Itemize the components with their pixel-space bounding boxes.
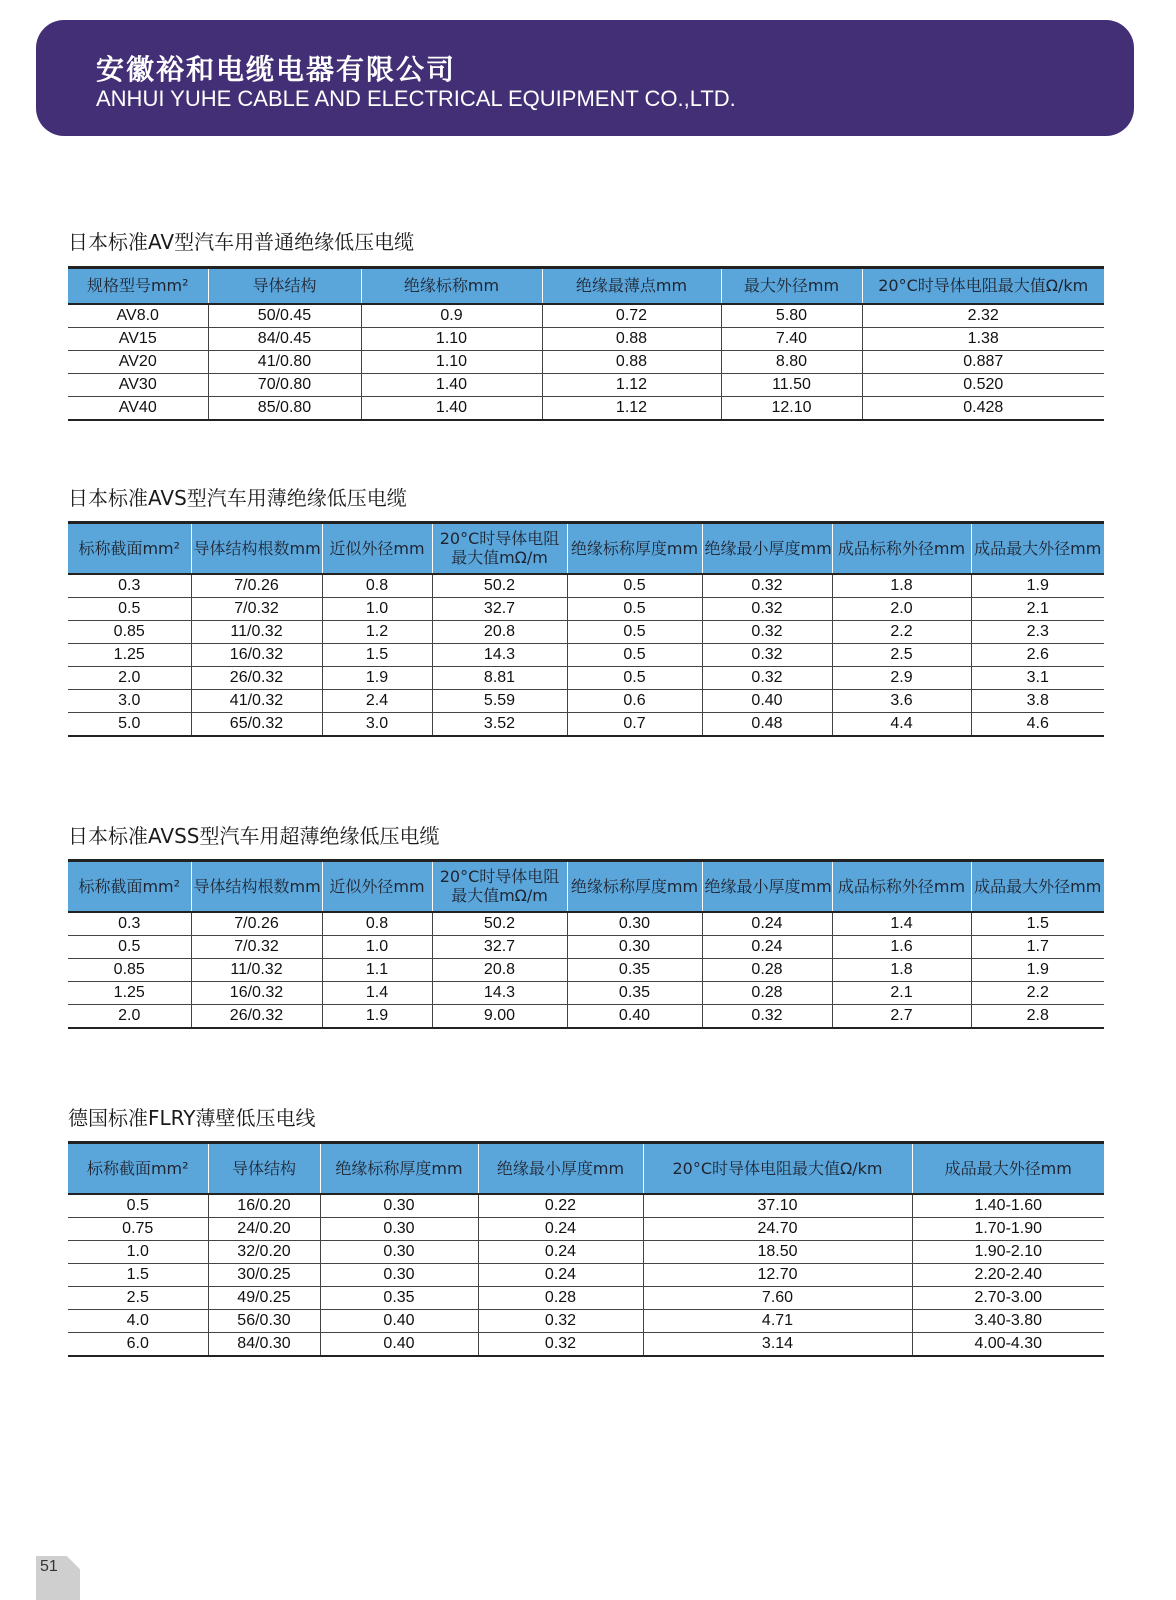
column-header-text: 20°C时导体电阻最大值Ω/km	[672, 1158, 883, 1178]
table-cell: 1.9	[971, 958, 1104, 981]
table-cell: 11/0.32	[191, 620, 322, 643]
table-cell: AV20	[68, 350, 208, 373]
table-cell: 1.4	[322, 981, 432, 1004]
table-header-row	[68, 268, 1104, 304]
table-cell: 0.30	[320, 1263, 478, 1286]
column-header	[432, 523, 567, 574]
table-row	[68, 1194, 1104, 1218]
table-row	[68, 1217, 1104, 1240]
table-cell: 1.8	[832, 958, 971, 981]
table-cell: 0.3	[68, 912, 191, 936]
table-cell: 6.0	[68, 1332, 208, 1356]
table-cell: 0.428	[862, 396, 1104, 420]
table-cell: 3.1	[971, 666, 1104, 689]
column-header-text: 绝缘最薄点mm	[575, 276, 688, 296]
table-cell: 0.40	[702, 689, 832, 712]
table-row	[68, 1004, 1104, 1028]
column-header-text: 成品最大外径mm	[944, 1158, 1072, 1178]
table-cell: 41/0.32	[191, 689, 322, 712]
column-header	[643, 1143, 912, 1194]
table-cell: 50.2	[432, 912, 567, 936]
section-title-av: 日本标准AV型汽车用普通绝缘低压电缆	[68, 230, 415, 254]
table-cell: 0.3	[68, 574, 191, 598]
table-cell: 1.25	[68, 981, 191, 1004]
table-cell: 49/0.25	[208, 1286, 320, 1309]
table-cell: 24.70	[643, 1217, 912, 1240]
table-cell: 0.75	[68, 1217, 208, 1240]
table-cell: 0.520	[862, 373, 1104, 396]
table-row	[68, 574, 1104, 598]
table-cell: 4.6	[971, 712, 1104, 736]
table-cell: 0.32	[702, 620, 832, 643]
table-cell: 0.5	[567, 620, 702, 643]
table-cell: 2.0	[68, 1004, 191, 1028]
avss-spec-table	[68, 859, 1104, 1029]
table-cell: 0.32	[702, 643, 832, 666]
table-cell: 0.24	[702, 935, 832, 958]
table-row	[68, 304, 1104, 328]
column-header-text: 导体结构根数mm	[193, 538, 321, 558]
table-cell: 50/0.45	[208, 304, 361, 328]
table-cell: 37.10	[643, 1194, 912, 1218]
column-header-text: 成品最大外径mm	[974, 876, 1102, 896]
table-cell: 32.7	[432, 597, 567, 620]
table-cell: 0.5	[567, 574, 702, 598]
table-cell: 32/0.20	[208, 1240, 320, 1263]
table-row	[68, 327, 1104, 350]
column-header-text: 绝缘最小厚度mm	[704, 876, 832, 896]
column-header	[208, 1143, 320, 1194]
table-cell: 18.50	[643, 1240, 912, 1263]
table-cell: 7/0.26	[191, 912, 322, 936]
table-cell: 1.38	[862, 327, 1104, 350]
table-cell: 1.9	[971, 574, 1104, 598]
table-cell: 0.8	[322, 912, 432, 936]
table-cell: 1.1	[322, 958, 432, 981]
table-cell: 0.5	[567, 597, 702, 620]
table-row	[68, 935, 1104, 958]
table-row	[68, 1332, 1104, 1356]
table-cell: 0.30	[567, 935, 702, 958]
table-cell: 0.9	[361, 304, 542, 328]
column-header-text: 导体结构	[252, 276, 317, 296]
table-cell: 1.7	[971, 935, 1104, 958]
table-cell: 1.70-1.90	[912, 1217, 1104, 1240]
table-cell: 0.24	[478, 1217, 643, 1240]
table-cell: 0.22	[478, 1194, 643, 1218]
column-header-text: 最大值mΩ/m	[451, 886, 548, 906]
table-cell: 26/0.32	[191, 1004, 322, 1028]
column-header-text: 导体结构	[231, 1158, 296, 1178]
column-header	[702, 523, 832, 574]
table-cell: 0.40	[567, 1004, 702, 1028]
table-cell: 50.2	[432, 574, 567, 598]
table-cell: 0.6	[567, 689, 702, 712]
column-header-text: 标称截面mm²	[78, 876, 181, 896]
table-cell: 0.85	[68, 620, 191, 643]
table-cell: 0.35	[567, 981, 702, 1004]
table-cell: 2.20-2.40	[912, 1263, 1104, 1286]
avs-spec-table	[68, 521, 1104, 737]
column-header-text: 规格型号mm²	[86, 276, 189, 296]
table-cell: 1.6	[832, 935, 971, 958]
table-cell: 0.32	[478, 1309, 643, 1332]
table-cell: 0.5	[68, 1194, 208, 1218]
column-header	[191, 523, 322, 574]
table-cell: 0.28	[478, 1286, 643, 1309]
column-header	[68, 1143, 208, 1194]
table-cell: 1.90-2.10	[912, 1240, 1104, 1263]
table-cell: AV30	[68, 373, 208, 396]
table-row	[68, 712, 1104, 736]
table-row	[68, 981, 1104, 1004]
table-cell: 3.6	[832, 689, 971, 712]
table-cell: 14.3	[432, 643, 567, 666]
table-row	[68, 1286, 1104, 1309]
table-cell: 0.5	[68, 597, 191, 620]
column-header-text: 最大值mΩ/m	[451, 548, 548, 568]
company-name-en: ANHUI YUHE CABLE AND ELECTRICAL EQUIPMENT CO.,LTD.	[96, 86, 736, 111]
table-cell: 1.8	[832, 574, 971, 598]
table-cell: 7/0.32	[191, 597, 322, 620]
table-cell: 0.35	[567, 958, 702, 981]
table-cell: 0.30	[320, 1194, 478, 1218]
column-header-text: 绝缘标称厚度mm	[570, 538, 699, 558]
table-cell: 12.70	[643, 1263, 912, 1286]
table-row	[68, 597, 1104, 620]
table-cell: 1.0	[68, 1240, 208, 1263]
column-header	[191, 861, 322, 912]
column-header-text: 标称截面mm²	[78, 538, 181, 558]
table-cell: 0.24	[478, 1263, 643, 1286]
table-cell: 4.4	[832, 712, 971, 736]
page-number: 51	[40, 1558, 58, 1575]
table-cell: 0.24	[702, 912, 832, 936]
column-header	[832, 861, 971, 912]
table-cell: 2.2	[971, 981, 1104, 1004]
table-cell: 84/0.30	[208, 1332, 320, 1356]
table-cell: AV8.0	[68, 304, 208, 328]
table-cell: 3.52	[432, 712, 567, 736]
table-cell: 0.5	[567, 643, 702, 666]
table-cell: 0.85	[68, 958, 191, 981]
table-cell: 3.40-3.80	[912, 1309, 1104, 1332]
table-row	[68, 1263, 1104, 1286]
table-cell: 0.72	[542, 304, 721, 328]
table-row	[68, 350, 1104, 373]
table-header-row	[68, 861, 1104, 912]
table-row	[68, 396, 1104, 420]
table-cell: 20.8	[432, 620, 567, 643]
column-header-text: 近似外径mm	[329, 876, 425, 896]
table-cell: 9.00	[432, 1004, 567, 1028]
table-cell: 0.40	[320, 1309, 478, 1332]
table-row	[68, 373, 1104, 396]
column-header-text: 导体结构根数mm	[193, 876, 321, 896]
table-cell: 1.5	[971, 912, 1104, 936]
column-header	[208, 268, 361, 304]
table-cell: 41/0.80	[208, 350, 361, 373]
column-header	[432, 861, 567, 912]
column-header-text: 绝缘最小厚度mm	[704, 538, 832, 558]
table-cell: 3.0	[68, 689, 191, 712]
table-cell: 0.88	[542, 327, 721, 350]
table-cell: 0.32	[702, 1004, 832, 1028]
table-cell: 5.0	[68, 712, 191, 736]
column-header	[971, 523, 1104, 574]
table-cell: 1.10	[361, 350, 542, 373]
table-cell: 7/0.26	[191, 574, 322, 598]
table-cell: 65/0.32	[191, 712, 322, 736]
table-cell: 56/0.30	[208, 1309, 320, 1332]
company-name-cn: 安徽裕和电缆电器有限公司	[96, 53, 457, 86]
table-cell: 0.32	[478, 1332, 643, 1356]
table-cell: 2.70-3.00	[912, 1286, 1104, 1309]
table-cell: 1.9	[322, 1004, 432, 1028]
column-header-text: 成品最大外径mm	[974, 538, 1102, 558]
column-header-text: 20°C时导体电阻	[439, 867, 560, 887]
table-cell: 7/0.32	[191, 935, 322, 958]
table-cell: 16/0.32	[191, 981, 322, 1004]
column-header-text: 最大外径mm	[743, 276, 840, 296]
table-header-row	[68, 523, 1104, 574]
column-header	[567, 523, 702, 574]
table-cell: 2.9	[832, 666, 971, 689]
table-header-row	[68, 1143, 1104, 1194]
table-cell: 1.10	[361, 327, 542, 350]
table-cell: 5.59	[432, 689, 567, 712]
table-cell: 0.35	[320, 1286, 478, 1309]
table-cell: 0.30	[320, 1217, 478, 1240]
table-cell: 0.28	[702, 981, 832, 1004]
section-title-flry: 德国标准FLRY薄壁低压电线	[68, 1106, 316, 1130]
section-title-avss: 日本标准AVSS型汽车用超薄绝缘低压电缆	[68, 824, 440, 848]
table-cell: 1.40	[361, 373, 542, 396]
column-header	[68, 268, 208, 304]
table-cell: 2.7	[832, 1004, 971, 1028]
table-cell: 4.71	[643, 1309, 912, 1332]
table-cell: 2.6	[971, 643, 1104, 666]
table-cell: 0.7	[567, 712, 702, 736]
table-cell: 1.5	[68, 1263, 208, 1286]
table-cell: 16/0.32	[191, 643, 322, 666]
table-cell: 70/0.80	[208, 373, 361, 396]
flry-spec-table	[68, 1141, 1104, 1357]
table-cell: 24/0.20	[208, 1217, 320, 1240]
table-cell: 11/0.32	[191, 958, 322, 981]
table-row	[68, 1309, 1104, 1332]
table-cell: 1.2	[322, 620, 432, 643]
table-cell: 1.9	[322, 666, 432, 689]
column-header-text: 20°C时导体电阻	[439, 529, 560, 549]
table-cell: 7.60	[643, 1286, 912, 1309]
table-cell: 1.40	[361, 396, 542, 420]
table-cell: 2.4	[322, 689, 432, 712]
column-header	[862, 268, 1104, 304]
table-cell: 2.32	[862, 304, 1104, 328]
table-cell: 84/0.45	[208, 327, 361, 350]
column-header	[361, 268, 542, 304]
column-header	[567, 861, 702, 912]
column-header-text: 绝缘最小厚度mm	[496, 1158, 625, 1178]
av-spec-table	[68, 266, 1104, 421]
column-header	[322, 523, 432, 574]
table-cell: 32.7	[432, 935, 567, 958]
table-cell: 0.40	[320, 1332, 478, 1356]
column-header-text: 20°C时导体电阻最大值Ω/km	[878, 276, 1089, 296]
table-cell: 16/0.20	[208, 1194, 320, 1218]
table-cell: 20.8	[432, 958, 567, 981]
table-cell: 30/0.25	[208, 1263, 320, 1286]
table-cell: 2.3	[971, 620, 1104, 643]
table-cell: AV40	[68, 396, 208, 420]
column-header	[320, 1143, 478, 1194]
column-header-text: 绝缘标称mm	[403, 276, 500, 296]
column-header	[68, 861, 191, 912]
column-header-text: 绝缘标称厚度mm	[570, 876, 699, 896]
table-cell: 0.32	[702, 597, 832, 620]
table-cell: AV15	[68, 327, 208, 350]
table-cell: 2.8	[971, 1004, 1104, 1028]
column-header	[832, 523, 971, 574]
table-cell: 0.24	[478, 1240, 643, 1263]
table-cell: 2.0	[68, 666, 191, 689]
company-header-banner	[36, 20, 1134, 136]
column-header	[702, 861, 832, 912]
table-cell: 0.8	[322, 574, 432, 598]
table-cell: 0.88	[542, 350, 721, 373]
table-cell: 1.0	[322, 935, 432, 958]
column-header	[542, 268, 721, 304]
column-header-text: 成品标称外径mm	[837, 538, 966, 558]
table-cell: 1.40-1.60	[912, 1194, 1104, 1218]
table-cell: 2.1	[832, 981, 971, 1004]
table-cell: 0.32	[702, 666, 832, 689]
table-cell: 7.40	[721, 327, 862, 350]
column-header	[971, 861, 1104, 912]
table-cell: 0.30	[320, 1240, 478, 1263]
table-row	[68, 643, 1104, 666]
table-cell: 0.5	[567, 666, 702, 689]
column-header-text: 绝缘标称厚度mm	[335, 1158, 463, 1178]
table-cell: 1.12	[542, 373, 721, 396]
table-cell: 0.5	[68, 935, 191, 958]
table-cell: 0.48	[702, 712, 832, 736]
table-cell: 0.887	[862, 350, 1104, 373]
table-cell: 1.25	[68, 643, 191, 666]
table-cell: 4.0	[68, 1309, 208, 1332]
table-row	[68, 912, 1104, 936]
table-cell: 1.12	[542, 396, 721, 420]
table-row	[68, 958, 1104, 981]
table-cell: 0.32	[702, 574, 832, 598]
table-cell: 1.4	[832, 912, 971, 936]
column-header-text: 成品标称外径mm	[837, 876, 966, 896]
table-row	[68, 666, 1104, 689]
table-cell: 1.0	[322, 597, 432, 620]
table-cell: 3.8	[971, 689, 1104, 712]
table-cell: 0.28	[702, 958, 832, 981]
table-cell: 85/0.80	[208, 396, 361, 420]
table-cell: 12.10	[721, 396, 862, 420]
section-title-avs: 日本标准AVS型汽车用薄绝缘低压电缆	[68, 486, 407, 510]
table-cell: 2.2	[832, 620, 971, 643]
column-header-text: 标称截面mm²	[86, 1158, 189, 1178]
table-row	[68, 1240, 1104, 1263]
table-cell: 2.5	[68, 1286, 208, 1309]
table-cell: 3.14	[643, 1332, 912, 1356]
column-header	[322, 861, 432, 912]
column-header-text: 近似外径mm	[329, 538, 425, 558]
table-cell: 11.50	[721, 373, 862, 396]
column-header	[721, 268, 862, 304]
table-row	[68, 689, 1104, 712]
table-cell: 5.80	[721, 304, 862, 328]
table-cell: 26/0.32	[191, 666, 322, 689]
table-row	[68, 620, 1104, 643]
column-header	[912, 1143, 1104, 1194]
column-header	[478, 1143, 643, 1194]
table-cell: 14.3	[432, 981, 567, 1004]
column-header	[68, 523, 191, 574]
table-cell: 1.5	[322, 643, 432, 666]
table-cell: 4.00-4.30	[912, 1332, 1104, 1356]
table-cell: 0.30	[567, 912, 702, 936]
table-cell: 8.80	[721, 350, 862, 373]
table-cell: 2.1	[971, 597, 1104, 620]
table-cell: 8.81	[432, 666, 567, 689]
table-cell: 2.0	[832, 597, 971, 620]
table-cell: 3.0	[322, 712, 432, 736]
table-cell: 2.5	[832, 643, 971, 666]
